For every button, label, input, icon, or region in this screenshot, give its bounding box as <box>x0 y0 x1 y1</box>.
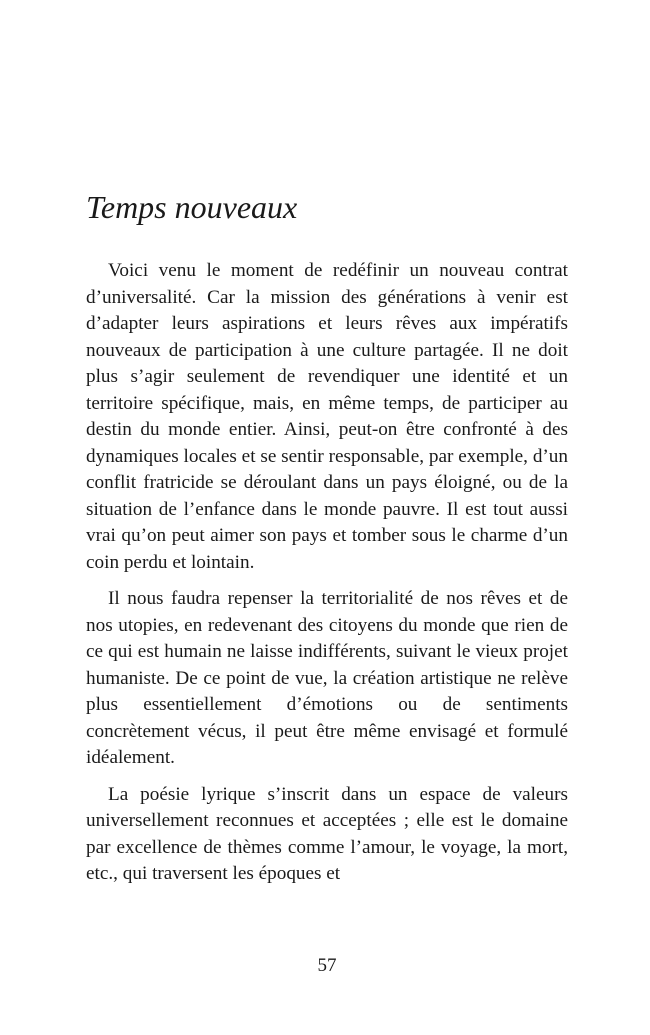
chapter-title: Temps nouveaux <box>86 189 298 225</box>
paragraph: La poésie lyrique s’inscrit dans un espace de valeurs universellement reconnues et acceptées ; elle est le domaine par excellence de thèmes comme l’amour, le voyage, la mort, etc., qui traversent les époques et <box>86 783 568 884</box>
body-text <box>86 258 568 898</box>
paragraph: Il nous faudra repenser la territorialité de nos rêves et de nos utopies, en redevenant des citoyens du monde que rien de ce qui est humain ne laisse indifférents, suivant le vieux projet humaniste. De ce point de vue, la création artistique ne relève plus essentiellement d’émotions ou de sentiments concrètement vécus, il peut être même envisagé et formulé idéalement. <box>86 588 568 768</box>
book-page <box>86 0 568 1035</box>
page-number: 57 <box>317 955 337 976</box>
paragraph: Voici venu le moment de redéfinir un nouveau contrat d’universalité. Car la mission des générations à venir est d’adapter leurs aspirations et leurs rêves aux impératifs nouveaux de participation à une culture partagée. Il ne doit plus s’agir seulement de revendiquer une identité et un territoire spécifique, mais, en même temps, de participer au destin du monde entier. Ainsi, peut-on être confronté à des dynamiques locales et se sentir responsable, par exemple, d’un conflit fratricide se déroulant dans un pays éloigné, ou de la situation de l’enfance dans le monde pauvre. Il est tout aussi vrai qu’on peut aimer son pays et tomber sous le charme d’un coin perdu et lointain. <box>86 260 568 573</box>
